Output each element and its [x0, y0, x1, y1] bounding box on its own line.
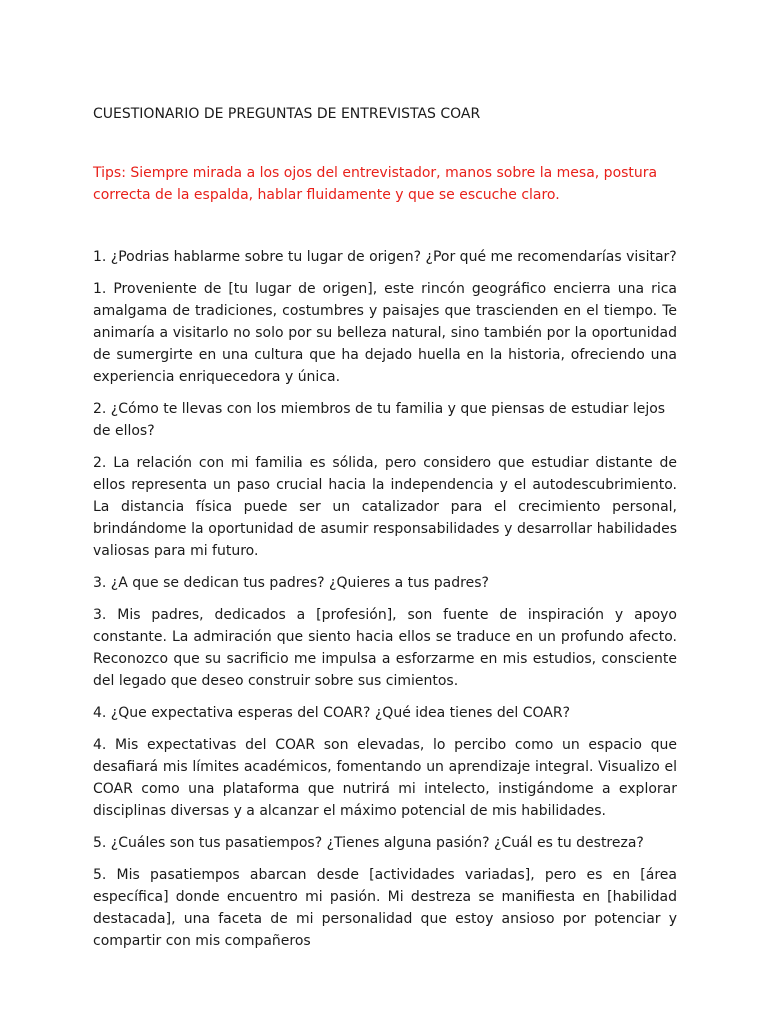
answer-2: 2. La relación con mi familia es sólida, pero considero que estudiar distante de ellos representa un paso crucial hacia la independencia y el autodescubrimiento. La distancia física puede ser un catalizador para el crecimiento personal, brindándome la oportunidad de asumir responsabilidades y desarrollar habilidades valiosas para mi futuro. [93, 455, 677, 559]
document-title: CUESTIONARIO DE PREGUNTAS DE ENTREVISTAS COAR [93, 106, 481, 122]
question-4: 4. ¿Que expectativa esperas del COAR? ¿Qué idea tienes del COAR? [93, 705, 571, 721]
answer-3: 3. Mis padres, dedicados a [profesión], son fuente de inspiración y apoyo constante. La admiración que siento hacia ellos se traduce en un profundo afecto. Reconozco que su sacrificio me impulsa a esforzarme en mis estudios, consciente del legado que deseo construir sobre sus cimientos. [93, 607, 677, 689]
answer-4: 4. Mis expectativas del COAR son elevadas, lo percibo como un espacio que desafiará mis límites académicos, fomentando un aprendizaje integral. Visualizo el COAR como una plataforma que nutrirá mi intelecto, instigándome a explorar disciplinas diversas y a alcanzar el máximo potencial de mis habilidades. [93, 737, 677, 819]
answer-5: 5. Mis pasatiempos abarcan desde [actividades variadas], pero es en [área específica] donde encuentro mi pasión. Mi destreza se manifiesta en [habilidad destacada], una faceta de mi personalidad que estoy ansioso por potenciar y compartir con mis compañeros [93, 867, 677, 949]
answer-1: 1. Proveniente de [tu lugar de origen], este rincón geográfico encierra una rica amalgama de tradiciones, costumbres y paisajes que trascienden en el tiempo. Te animaría a visitarlo no solo por su belleza natural, sino también por la oportunidad de sumergirte en una cultura que ha dejado huella en la historia, ofreciendo una experiencia enriquecedora y única. [93, 281, 677, 385]
question-5: 5. ¿Cuáles son tus pasatiempos? ¿Tienes alguna pasión? ¿Cuál es tu destreza? [93, 835, 644, 851]
tips-note: Tips: Siempre mirada a los ojos del entrevistador, manos sobre la mesa, postura correcta de la espalda, hablar fluidamente y que se escuche claro. [93, 165, 658, 203]
question-2: 2. ¿Cómo te llevas con los miembros de tu familia y que piensas de estudiar lejos de ellos? [93, 401, 666, 439]
question-3: 3. ¿A que se dedican tus padres? ¿Quieres a tus padres? [93, 575, 489, 591]
question-1: 1. ¿Podrias hablarme sobre tu lugar de origen? ¿Por qué me recomendarías visitar? [93, 249, 677, 265]
question-list [93, 246, 677, 952]
